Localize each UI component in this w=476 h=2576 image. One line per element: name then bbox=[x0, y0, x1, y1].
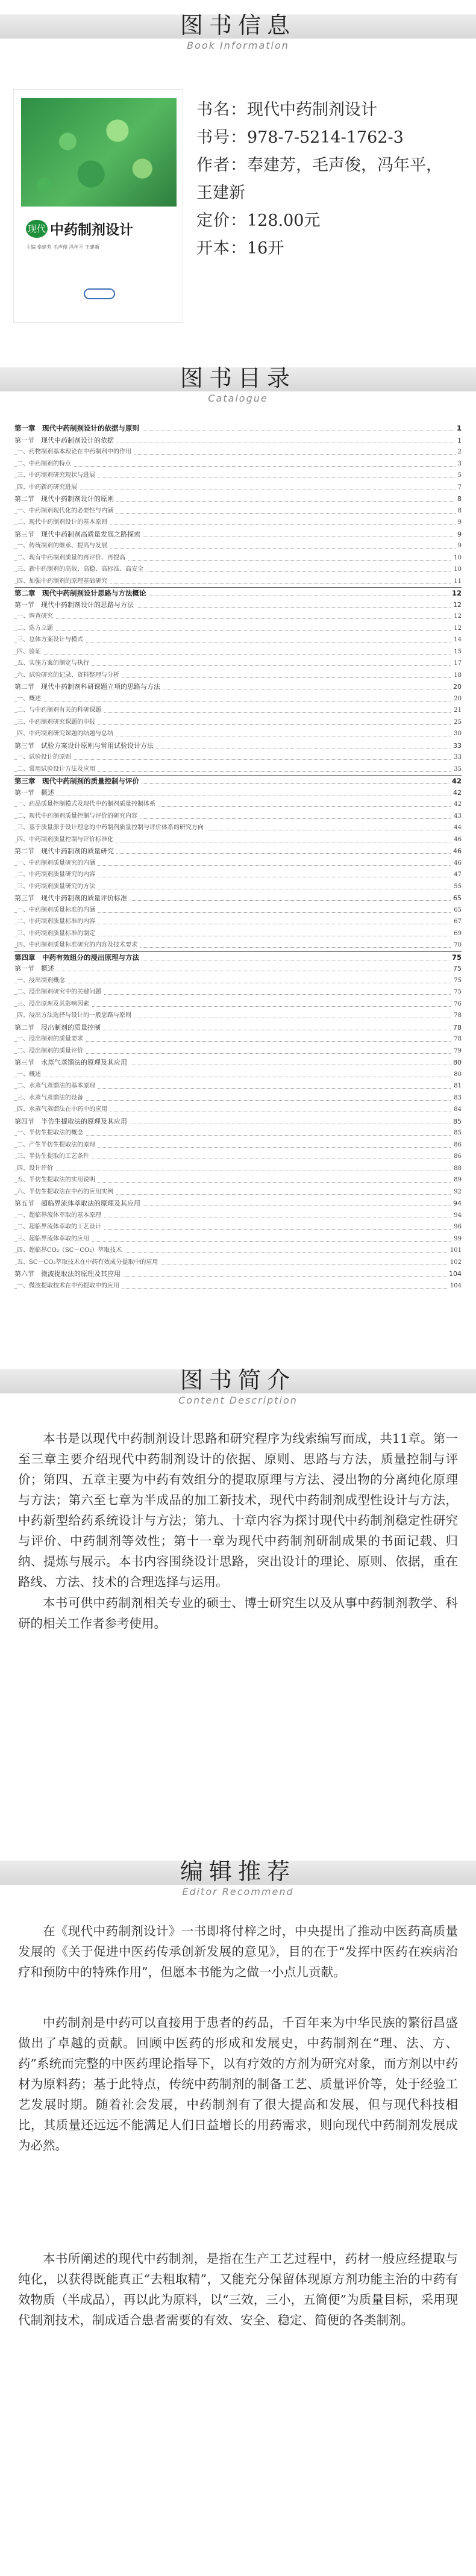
toc-page-number: 14 bbox=[451, 634, 462, 646]
toc-page-number: 75 bbox=[449, 952, 462, 964]
toc-item bbox=[14, 1210, 462, 1222]
toc-entry-title: 一、药品质量控制模式及现代中药制剂质量控制体系 bbox=[17, 798, 158, 810]
toc-page-number: 12 bbox=[451, 611, 462, 623]
toc-entry-title: 一、概述 bbox=[17, 1069, 43, 1081]
toc-section bbox=[14, 892, 462, 904]
toc-entry-title: 三、新中药制剂的高效、高稳、高标准、高安全 bbox=[17, 564, 146, 576]
toc-section bbox=[14, 435, 462, 447]
toc-page-number: 69 bbox=[451, 928, 462, 940]
toc-page-number: 42 bbox=[449, 776, 462, 788]
toc-entry-title: 第三章 现代中药制剂的质量控制与评价 bbox=[14, 776, 142, 788]
publisher-logo-icon bbox=[84, 288, 115, 299]
toc-entry-title: 一、浸出制剂概念 bbox=[17, 975, 67, 987]
info-field-isbn: 书号：978-7-5214-1762-3 bbox=[196, 128, 404, 147]
toc-leader-dots bbox=[14, 630, 462, 631]
toc-entry-title: 一、概述 bbox=[17, 693, 43, 705]
toc-chapter bbox=[14, 951, 462, 963]
info-field-format: 开本：16开 bbox=[196, 239, 284, 258]
toc-entry-title: 第一节 现代中药制剂设计的依据 bbox=[14, 435, 116, 447]
toc-page-number: 47 bbox=[451, 869, 462, 881]
banner-subtitle: Book Information bbox=[187, 40, 289, 51]
toc-item bbox=[14, 576, 462, 588]
toc-entry-title: 第六节 微波提取法的原理及其应用 bbox=[14, 1268, 123, 1280]
toc-section bbox=[14, 1022, 462, 1034]
toc-section bbox=[14, 681, 462, 693]
toc-page-number: 9 bbox=[456, 517, 462, 529]
toc-entry-title: 一、药物制剂基本理论在中药制剂中的作用 bbox=[17, 446, 134, 458]
toc-entry-title: 第二章 现代中药制剂设计思路与方法概论 bbox=[14, 588, 149, 600]
toc-item bbox=[14, 1045, 462, 1057]
toc-entry-title: 二、现代中药制剂质量控制与评价的研究内容 bbox=[17, 810, 140, 823]
cover-authors: 主编 奉建芳 毛声俊 冯年平 王建新 bbox=[26, 244, 100, 250]
toc-page-number: 70 bbox=[451, 939, 462, 951]
toc-page-number: 94 bbox=[451, 1198, 462, 1210]
toc-page-number: 33 bbox=[451, 740, 462, 752]
toc-entry-title: 二、产生半仿生提取法的原理 bbox=[17, 1139, 98, 1151]
toc-page-number: 104 bbox=[446, 1268, 462, 1280]
toc-item bbox=[14, 1280, 462, 1292]
toc-entry-title: 第三节 水蒸气蒸馏法的原理及其应用 bbox=[14, 1057, 130, 1069]
toc-item bbox=[14, 540, 462, 552]
toc-section bbox=[14, 1198, 462, 1210]
toc-page-number: 12 bbox=[451, 623, 462, 635]
toc-section bbox=[14, 1057, 462, 1069]
book-cover bbox=[13, 89, 183, 323]
toc-item bbox=[14, 764, 462, 776]
toc-item bbox=[14, 446, 462, 458]
toc-entry-title: 一、微波提取技术在中药提取中的应用 bbox=[17, 1280, 122, 1292]
toc-entry-title: 四、加强中药制剂的原理基础研究 bbox=[17, 576, 110, 588]
toc-leader-dots bbox=[14, 759, 462, 760]
toc-page-number: 3 bbox=[456, 458, 462, 470]
toc-item bbox=[14, 1221, 462, 1233]
toc-item bbox=[14, 1104, 462, 1116]
toc-item bbox=[14, 611, 462, 623]
toc-item bbox=[14, 857, 462, 870]
toc-page-number: 15 bbox=[451, 646, 462, 658]
toc-page-number: 7 bbox=[456, 482, 462, 494]
toc-entry-title: 三、半仿生提取的工艺条件 bbox=[17, 1151, 92, 1163]
toc-entry-title: 六、半仿生提取法在中药的应用实例 bbox=[17, 1186, 116, 1198]
toc-page-number: 80 bbox=[451, 1057, 462, 1069]
toc-page-number: 99 bbox=[451, 1233, 462, 1245]
toc-page-number: 8 bbox=[456, 505, 462, 517]
toc-item bbox=[14, 998, 462, 1010]
toc-banner bbox=[0, 353, 476, 412]
toc-page-number: 55 bbox=[451, 881, 462, 893]
toc-page-number: 42 bbox=[451, 798, 462, 810]
banner-title: 编辑推荐 bbox=[180, 1858, 296, 1885]
toc-page-number: 84 bbox=[451, 1104, 462, 1116]
toc-entry-title: 二、浸出制剂研究中的关键问题 bbox=[17, 986, 104, 998]
toc-item bbox=[14, 564, 462, 576]
toc-entry-title: 二、水蒸气蒸馏法的基本原理 bbox=[17, 1080, 98, 1092]
toc-item bbox=[14, 646, 462, 658]
toc-item bbox=[14, 1163, 462, 1175]
toc-item bbox=[14, 458, 462, 470]
book-info-banner bbox=[0, 0, 476, 59]
toc-item bbox=[14, 482, 462, 494]
toc-entry-title: 一、中药制剂现代化的必要性与内涵 bbox=[17, 505, 116, 517]
toc-page-number: 1 bbox=[454, 423, 462, 435]
toc-page-number: 102 bbox=[448, 1257, 462, 1269]
toc-item bbox=[14, 717, 462, 729]
toc-page-number: 86 bbox=[451, 1151, 462, 1163]
toc-item bbox=[14, 1151, 462, 1163]
toc-entry-title: 第一节 现代中药制剂设计的思路与方法 bbox=[14, 599, 136, 611]
toc-page-number: 67 bbox=[451, 916, 462, 928]
book-info-fields bbox=[196, 96, 462, 263]
toc-page-number: 8 bbox=[455, 493, 462, 505]
toc-entry-title: 四、超临界CO₂（SC－CO₂）萃取技术 bbox=[17, 1245, 124, 1257]
toc-entry-title: 三、中药制剂研究现状与进展 bbox=[17, 470, 98, 482]
banner-title: 图书目录 bbox=[180, 365, 296, 391]
toc-item bbox=[14, 904, 462, 916]
banner-title: 图书简介 bbox=[180, 1367, 296, 1393]
toc-entry-title: 第一节 概述 bbox=[14, 963, 57, 975]
toc-page-number: 44 bbox=[451, 822, 462, 834]
toc-page-number: 2 bbox=[456, 446, 462, 458]
toc-entry-title: 第二节 现代中药制剂的质量研究 bbox=[14, 845, 116, 857]
toc-item bbox=[14, 1092, 462, 1104]
toc-page-number: 83 bbox=[451, 1092, 462, 1104]
toc-entry-title: 一、传统制剂的继承、提高与发展 bbox=[17, 540, 110, 552]
toc-item bbox=[14, 1233, 462, 1245]
toc-item bbox=[14, 1069, 462, 1081]
toc-page-number: 42 bbox=[451, 787, 462, 799]
toc-page-number: 17 bbox=[451, 658, 462, 670]
toc-section bbox=[14, 787, 462, 799]
toc-entry-title: 第二节 现代中药制剂设计的原则 bbox=[14, 493, 116, 505]
toc-entry-title: 五、SC－CO₂萃取技术在中药有效成分提取中的应用 bbox=[17, 1257, 160, 1269]
banner-subtitle: Catalogue bbox=[208, 393, 268, 404]
toc-item bbox=[14, 1245, 462, 1257]
toc-entry-title: 三、浸出原理及其影响因素 bbox=[17, 998, 92, 1010]
toc-item bbox=[14, 798, 462, 810]
toc-entry-title: 三、超临界流体萃取的应用 bbox=[17, 1233, 92, 1245]
toc-item bbox=[14, 869, 462, 881]
toc-entry-title: 四、设计评价 bbox=[17, 1163, 55, 1175]
toc-item bbox=[14, 1257, 462, 1269]
toc-entry-title: 二、中药制剂质量标准的内容 bbox=[17, 916, 98, 928]
toc-entry-title: 三、中药制剂质量标准的制定 bbox=[17, 928, 98, 940]
info-field-title: 书名：现代中药制剂设计 bbox=[196, 101, 377, 119]
toc-entry-title: 三、总体方案设计与模式 bbox=[17, 634, 86, 646]
toc-entry-title: 第三节 现代中药制剂的质量评价标准 bbox=[14, 892, 130, 904]
toc-item bbox=[14, 1127, 462, 1139]
toc-page-number: 9 bbox=[455, 529, 462, 541]
toc-entry-title: 第二节 现代中药制剂科研课题立项的思路与方法 bbox=[14, 681, 163, 693]
cover-badge: 现代 bbox=[26, 220, 48, 238]
toc-section bbox=[14, 529, 462, 541]
toc-page-number: 81 bbox=[451, 1080, 462, 1092]
toc-entry-title: 三、中药制剂研究课题的申报 bbox=[17, 717, 98, 729]
toc-page-number: 75 bbox=[451, 963, 462, 975]
toc-page-number: 75 bbox=[451, 986, 462, 998]
toc-page-number: 65 bbox=[451, 904, 462, 916]
toc-item bbox=[14, 517, 462, 529]
toc-item bbox=[14, 1186, 462, 1198]
toc-page-number: 43 bbox=[451, 810, 462, 823]
toc-entry-title: 三、水蒸气蒸馏法的设备 bbox=[17, 1092, 86, 1104]
toc-page-number: 5 bbox=[456, 470, 462, 482]
cover-title: 中药制剂设计 bbox=[50, 222, 133, 238]
toc-entry-title: 二、浸出制剂的质量评价 bbox=[17, 1045, 86, 1057]
toc-page-number: 20 bbox=[451, 681, 462, 693]
toc-page-number: 86 bbox=[451, 1139, 462, 1151]
banner-subtitle: Content Description bbox=[178, 1395, 298, 1406]
toc-leader-dots bbox=[14, 618, 462, 619]
toc-entry-title: 第四节 半仿生提取法的原理及其应用 bbox=[14, 1116, 130, 1128]
toc-section bbox=[14, 963, 462, 975]
toc-page-number: 104 bbox=[448, 1280, 462, 1292]
toc-section bbox=[14, 1268, 462, 1280]
toc-entry-title: 一、调查研究 bbox=[17, 611, 55, 623]
toc-item bbox=[14, 693, 462, 705]
toc-entry-title: 第一节 概述 bbox=[14, 787, 57, 799]
toc-page-number: 78 bbox=[451, 1022, 462, 1034]
toc-chapter bbox=[14, 587, 462, 599]
toc-item bbox=[14, 658, 462, 670]
recommend-paragraph-1: 在《现代中药制剂设计》一书即将付梓之时，中央提出了推动中医药高质量发展的《关于促进中医药传承创新发展的意见》，目的在于“发挥中医药在疾病治疗和预防中的特殊作用”，但愿本书能为之做一小点儿贡献。 bbox=[18, 1924, 458, 1979]
toc-item bbox=[14, 552, 462, 564]
toc-item bbox=[14, 834, 462, 846]
toc-page-number: 10 bbox=[451, 564, 462, 576]
toc-page-number: 80 bbox=[451, 1069, 462, 1081]
toc-page-number: 85 bbox=[451, 1116, 462, 1128]
toc-entry-title: 一、中药制剂质量研究的内涵 bbox=[17, 857, 98, 870]
toc-entry-title: 一、试验设计的原则 bbox=[17, 751, 74, 764]
toc-entry-title: 四、中药制剂研究课题的结题与总结 bbox=[17, 728, 116, 740]
toc-entry-title: 一、半仿生提取法的概念 bbox=[17, 1127, 86, 1139]
toc-section bbox=[14, 493, 462, 505]
toc-section bbox=[14, 845, 462, 857]
toc-entry-title: 四、中药新药研究进展 bbox=[17, 482, 80, 494]
toc-item bbox=[14, 822, 462, 834]
toc-item bbox=[14, 728, 462, 740]
toc-page-number: 46 bbox=[451, 857, 462, 870]
toc-page-number: 46 bbox=[451, 845, 462, 857]
toc-leader-dots bbox=[14, 466, 462, 467]
toc-section bbox=[14, 599, 462, 611]
toc-entry-title: 二、中药制剂的特点 bbox=[17, 458, 74, 470]
info-field-author-cont: 王建新 bbox=[196, 184, 245, 202]
toc-item bbox=[14, 928, 462, 940]
toc-item bbox=[14, 939, 462, 951]
toc-entry-title: 四、中药制剂质量控制与评价标准化 bbox=[17, 834, 116, 846]
toc-section bbox=[14, 1116, 462, 1128]
toc-item bbox=[14, 1010, 462, 1022]
banner-title: 图书信息 bbox=[180, 12, 296, 39]
info-field-price: 定价：128.00元 bbox=[196, 211, 321, 230]
toc-entry-title: 四、水蒸气蒸馏法在中药中的应用 bbox=[17, 1104, 110, 1116]
toc-entry-title: 第二节 浸出制剂的质量控制 bbox=[14, 1022, 103, 1034]
toc-page-number: 79 bbox=[451, 1045, 462, 1057]
toc-entry-title: 三、基于质量源于设计理念的中药制剂质量控制与评价体系的研究方向 bbox=[17, 822, 206, 834]
intro-paragraph-1: 本书是以现代中药制剂设计思路和研究程序为线索编写而成，共11章。第一至三章主要介绍现代中药制剂设计的依据、原则、思路与方法，质量控制与评价；第四、五章主要为中药有效组分的提取原理与方法、浸出物的分离纯化原理与方法；第六至七章为半成品的加工新技术，现代中药制剂成型性设计与方法，中药新型给药系统设计与方法；第九、十章内容为探讨现代中药制剂稳定性研究与评价、中药制剂等效性；第十一章为现代中药制剂研制成果的书面记载、归纳、提炼与展示。本书内容围绕设计思路，突出设计的理论、原则、依据，重在路线、方法、技术的合理选择与运用。 bbox=[18, 1431, 458, 1589]
toc-page-number: 92 bbox=[451, 1186, 462, 1198]
toc-page-number: 78 bbox=[451, 1033, 462, 1045]
toc-page-number: 9 bbox=[456, 540, 462, 552]
toc-entry-title: 二、现代中药制剂设计的基本原则 bbox=[17, 517, 110, 529]
toc-entry-title: 第三节 现代中药制剂高质量发展之路探索 bbox=[14, 529, 143, 541]
toc-page-number: 30 bbox=[451, 728, 462, 740]
toc-section bbox=[14, 740, 462, 752]
toc-page-number: 96 bbox=[451, 1221, 462, 1233]
toc-entry-title: 三、中药制剂质量研究的方法 bbox=[17, 881, 98, 893]
toc-page-number: 25 bbox=[451, 717, 462, 729]
toc-page-number: 21 bbox=[451, 705, 462, 717]
toc-item bbox=[14, 623, 462, 635]
toc-page-number: 18 bbox=[451, 670, 462, 682]
toc-page-number: 101 bbox=[448, 1245, 462, 1257]
toc-entry-title: 第一章 现代中药制剂设计的依据与原则 bbox=[14, 423, 142, 435]
toc-page-number: 1 bbox=[455, 435, 462, 447]
toc-entry-title: 二、选方立题 bbox=[17, 623, 55, 635]
toc-item bbox=[14, 470, 462, 482]
toc-item bbox=[14, 986, 462, 998]
toc-page-number: 46 bbox=[451, 834, 462, 846]
toc-item bbox=[14, 916, 462, 928]
toc-entry-title: 五、半仿生提取法的实用说明 bbox=[17, 1174, 98, 1186]
toc-page-number: 88 bbox=[451, 1163, 462, 1175]
toc-entry-title: 四、验证 bbox=[17, 646, 43, 658]
toc-item bbox=[14, 881, 462, 893]
toc-page-number: 94 bbox=[451, 1210, 462, 1222]
cover-title-group bbox=[26, 219, 133, 239]
toc-page-number: 10 bbox=[451, 552, 462, 564]
toc-page-number: 76 bbox=[451, 998, 462, 1010]
toc-entry-title: 第四章 中药有效组分的浸出原理与方法 bbox=[14, 952, 142, 964]
toc-entry-title: 四、中药制剂质量标准研究的内容及技术要求 bbox=[17, 939, 140, 951]
toc-entry-title: 第三节 试验方案设计原则与常用试验设计方法 bbox=[14, 740, 156, 752]
toc-leader-dots bbox=[14, 654, 462, 655]
toc-chapter bbox=[14, 775, 462, 787]
toc-page-number: 12 bbox=[451, 599, 462, 611]
toc-item bbox=[14, 1033, 462, 1045]
toc-item bbox=[14, 975, 462, 987]
toc-page-number: 11 bbox=[451, 576, 462, 588]
intro-paragraph-2: 本书可供中药制剂相关专业的硕士、博士研究生以及从事中药制剂教学、科研的相关工作者参考使用。 bbox=[18, 1596, 458, 1631]
toc-entry-title: 第五节 超临界流体萃取法的原理及其应用 bbox=[14, 1198, 143, 1210]
banner-subtitle: Editor Recommend bbox=[182, 1886, 294, 1897]
intro-banner bbox=[0, 1355, 476, 1414]
table-of-contents bbox=[14, 423, 462, 1292]
toc-page-number: 33 bbox=[451, 751, 462, 764]
toc-page-number: 35 bbox=[451, 764, 462, 776]
toc-entry-title: 二、与中药制剂有关的科研课题 bbox=[17, 705, 104, 717]
toc-item bbox=[14, 810, 462, 823]
cover-art bbox=[21, 98, 177, 207]
toc-chapter bbox=[14, 423, 462, 435]
toc-entry-title: 一、超临界流体萃取的基本原理 bbox=[17, 1210, 104, 1222]
toc-item bbox=[14, 1139, 462, 1151]
toc-page-number: 78 bbox=[451, 1010, 462, 1022]
toc-leader-dots bbox=[14, 701, 462, 702]
toc-item bbox=[14, 751, 462, 764]
toc-entry-title: 四、浸出方法选择与设计的一般思路与原则 bbox=[17, 1010, 134, 1022]
recommend-paragraph-2: 中药制剂是中药可以直接用于患者的药品，千百年来为中华民族的繁衍昌盛做出了卓越的贡献。回顾中医药的形成和发展史，中药制剂在“理、法、方、药”系统而完整的中医药理论指导下，以有疗效的方剂为研究对象，而方剂以中药材为原料药；基于此特点，传统中药制剂的制备工艺、质量评价等，处于经验工艺发展时期。随着社会发展，中药制剂有了很大提高和发展，但与现代科技相比，其质量还远远不能满足人们日益增长的用药需求，则向现代中药制剂发展成为必然。 bbox=[18, 2015, 458, 2153]
toc-page-number: 75 bbox=[451, 975, 462, 987]
toc-item bbox=[14, 705, 462, 717]
toc-page-number: 65 bbox=[451, 892, 462, 904]
toc-entry-title: 一、浸出制剂的质量要求 bbox=[17, 1033, 86, 1045]
toc-entry-title: 二、常用试验设计方法及应用 bbox=[17, 764, 98, 776]
toc-entry-title: 六、试验研究的记录、资料整理与分析 bbox=[17, 670, 122, 682]
toc-entry-title: 二、中药制剂质量研究的内容 bbox=[17, 869, 98, 881]
toc-item bbox=[14, 634, 462, 646]
toc-item bbox=[14, 670, 462, 682]
toc-item bbox=[14, 1080, 462, 1092]
info-field-author: 作者：奉建芳，毛声俊，冯年平， bbox=[196, 156, 442, 175]
toc-page-number: 20 bbox=[451, 693, 462, 705]
toc-page-number: 12 bbox=[449, 588, 462, 600]
toc-entry-title: 二、现有中药制剂质量的再评价、再提高 bbox=[17, 552, 128, 564]
recommend-banner bbox=[0, 1846, 476, 1905]
recommend-paragraph-3: 本书所阐述的现代中药制剂，是指在生产工艺过程中，药材一般应经提取与纯化，以获得既能真正“去粗取精”，又能充分保留体现原方剂功能主治的中药有效物质（半成品），再以此为原料，以“三效，三小，五简便”为质量目标，采用现代制剂技术，制成适合患者需要的有效、安全、稳定、简便的各类制剂。 bbox=[18, 2251, 458, 2327]
toc-item bbox=[14, 505, 462, 517]
toc-entry-title: 五、实施方案的制定与执行 bbox=[17, 658, 92, 670]
toc-entry-title: 二、超临界流体萃取的工艺设计 bbox=[17, 1221, 104, 1233]
toc-page-number: 85 bbox=[451, 1127, 462, 1139]
toc-item bbox=[14, 1174, 462, 1186]
toc-page-number: 89 bbox=[451, 1174, 462, 1186]
toc-entry-title: 一、中药制剂质量标准的内涵 bbox=[17, 904, 98, 916]
